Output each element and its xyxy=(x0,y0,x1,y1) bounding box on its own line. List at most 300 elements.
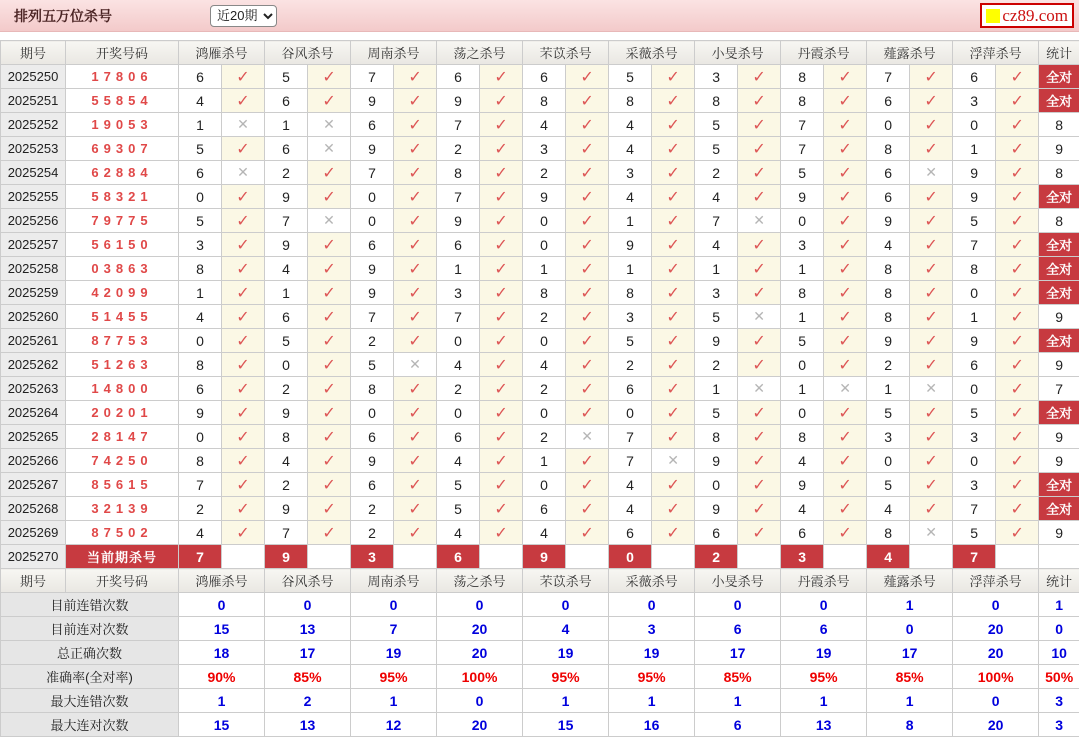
kill-number: 8 xyxy=(179,257,222,281)
check-icon: ✓ xyxy=(738,497,781,521)
summary-stat-value: 0 xyxy=(1039,617,1079,641)
check-icon: ✓ xyxy=(652,497,695,521)
check-icon: ✓ xyxy=(996,305,1039,329)
current-kill-number: 7 xyxy=(953,545,996,569)
check-icon: ✓ xyxy=(566,377,609,401)
check-icon: ✓ xyxy=(308,185,351,209)
period-cell: 2025269 xyxy=(1,521,66,545)
empty-stat-cell xyxy=(1039,545,1079,569)
table-row xyxy=(1,329,1079,353)
kill-number: 1 xyxy=(265,281,308,305)
cross-icon: ✕ xyxy=(566,425,609,449)
table-row xyxy=(1,353,1079,377)
summary-value: 100% xyxy=(437,665,523,689)
check-icon: ✓ xyxy=(394,377,437,401)
stat-cell: 9 xyxy=(1039,305,1079,329)
check-icon: ✓ xyxy=(308,521,351,545)
summary-value: 85% xyxy=(265,665,351,689)
kill-number: 0 xyxy=(781,353,824,377)
check-icon: ✓ xyxy=(480,233,523,257)
kill-number: 1 xyxy=(179,113,222,137)
kill-number: 9 xyxy=(351,137,394,161)
check-icon: ✓ xyxy=(996,377,1039,401)
kill-number: 2 xyxy=(351,329,394,353)
period-cell: 2025265 xyxy=(1,425,66,449)
kill-number: 8 xyxy=(695,425,738,449)
kill-number: 4 xyxy=(609,473,652,497)
check-icon: ✓ xyxy=(308,305,351,329)
col-header-expert-2: 谷风杀号 xyxy=(265,569,351,593)
check-icon: ✓ xyxy=(738,425,781,449)
check-icon: ✓ xyxy=(480,425,523,449)
kill-number: 2 xyxy=(523,161,566,185)
cross-icon: ✕ xyxy=(824,377,867,401)
kill-number: 4 xyxy=(695,185,738,209)
check-icon: ✓ xyxy=(824,473,867,497)
kill-number: 7 xyxy=(781,137,824,161)
summary-value: 19 xyxy=(609,641,695,665)
period-cell: 2025254 xyxy=(1,161,66,185)
empty-mark-cell xyxy=(824,545,867,569)
kill-number: 4 xyxy=(609,137,652,161)
table-row xyxy=(1,473,1079,497)
cross-icon: ✕ xyxy=(910,377,953,401)
kill-number: 1 xyxy=(523,257,566,281)
kill-number: 4 xyxy=(179,305,222,329)
kill-number-table xyxy=(0,40,1079,737)
col-header-expert-4: 荡之杀号 xyxy=(437,569,523,593)
check-icon: ✓ xyxy=(480,161,523,185)
check-icon: ✓ xyxy=(394,401,437,425)
winning-numbers: 51263 xyxy=(66,353,179,377)
check-icon: ✓ xyxy=(394,113,437,137)
summary-value: 17 xyxy=(265,641,351,665)
kill-number: 8 xyxy=(781,89,824,113)
kill-number: 4 xyxy=(437,449,480,473)
summary-value: 1 xyxy=(609,689,695,713)
winning-numbers: 19053 xyxy=(66,113,179,137)
kill-number: 6 xyxy=(179,65,222,89)
check-icon: ✓ xyxy=(480,185,523,209)
kill-number: 2 xyxy=(695,161,738,185)
kill-number: 9 xyxy=(351,281,394,305)
kill-number: 0 xyxy=(953,377,996,401)
summary-value: 1 xyxy=(695,689,781,713)
kill-number: 4 xyxy=(867,233,910,257)
kill-number: 1 xyxy=(523,449,566,473)
kill-number: 9 xyxy=(351,89,394,113)
kill-number: 9 xyxy=(781,473,824,497)
winning-numbers: 85615 xyxy=(66,473,179,497)
kill-number: 0 xyxy=(953,449,996,473)
kill-number: 0 xyxy=(437,329,480,353)
kill-number: 0 xyxy=(265,353,308,377)
period-range-select[interactable] xyxy=(210,5,277,27)
cross-icon: ✕ xyxy=(738,209,781,233)
kill-number: 4 xyxy=(179,521,222,545)
check-icon: ✓ xyxy=(566,65,609,89)
kill-number: 6 xyxy=(351,113,394,137)
check-icon: ✓ xyxy=(394,329,437,353)
cross-icon: ✕ xyxy=(222,113,265,137)
summary-value: 7 xyxy=(351,617,437,641)
summary-label: 总正确次数 xyxy=(1,641,179,665)
table-row xyxy=(1,113,1079,137)
check-icon: ✓ xyxy=(910,281,953,305)
check-icon: ✓ xyxy=(996,65,1039,89)
check-icon: ✓ xyxy=(824,401,867,425)
kill-number: 3 xyxy=(953,425,996,449)
cross-icon: ✕ xyxy=(738,377,781,401)
check-icon: ✓ xyxy=(652,209,695,233)
kill-number: 8 xyxy=(953,257,996,281)
kill-number: 2 xyxy=(351,521,394,545)
kill-number: 5 xyxy=(179,137,222,161)
check-icon: ✓ xyxy=(996,209,1039,233)
empty-mark-cell xyxy=(480,545,523,569)
cross-icon: ✕ xyxy=(308,209,351,233)
kill-number: 9 xyxy=(265,185,308,209)
kill-number: 9 xyxy=(265,233,308,257)
kill-number: 5 xyxy=(867,401,910,425)
cross-icon: ✕ xyxy=(308,113,351,137)
kill-number: 4 xyxy=(523,521,566,545)
kill-number: 3 xyxy=(437,281,480,305)
kill-number: 5 xyxy=(953,209,996,233)
stat-cell: 8 xyxy=(1039,113,1079,137)
check-icon: ✓ xyxy=(910,473,953,497)
kill-number: 9 xyxy=(953,185,996,209)
period-cell: 2025258 xyxy=(1,257,66,281)
check-icon: ✓ xyxy=(738,113,781,137)
winning-numbers: 14800 xyxy=(66,377,179,401)
winning-numbers: 03863 xyxy=(66,257,179,281)
col-header-expert-6: 采薇杀号 xyxy=(609,569,695,593)
kill-number: 8 xyxy=(523,89,566,113)
kill-number: 0 xyxy=(867,449,910,473)
col-header-expert-5: 芣苡杀号 xyxy=(523,41,609,65)
summary-value: 20 xyxy=(953,641,1039,665)
current-period-row xyxy=(1,545,1079,569)
winning-numbers: 42099 xyxy=(66,281,179,305)
kill-number: 2 xyxy=(265,473,308,497)
kill-number: 5 xyxy=(781,161,824,185)
check-icon: ✓ xyxy=(996,161,1039,185)
check-icon: ✓ xyxy=(652,185,695,209)
kill-number: 5 xyxy=(953,521,996,545)
winning-numbers: 58321 xyxy=(66,185,179,209)
kill-number: 3 xyxy=(179,233,222,257)
empty-mark-cell xyxy=(910,545,953,569)
summary-label: 目前连错次数 xyxy=(1,593,179,617)
check-icon: ✓ xyxy=(996,401,1039,425)
kill-number: 7 xyxy=(437,113,480,137)
table-row xyxy=(1,161,1079,185)
kill-number: 9 xyxy=(437,209,480,233)
col-header-expert-1: 鸿雁杀号 xyxy=(179,41,265,65)
check-icon: ✓ xyxy=(222,521,265,545)
check-icon: ✓ xyxy=(480,521,523,545)
kill-number: 2 xyxy=(523,425,566,449)
kill-number: 6 xyxy=(179,161,222,185)
col-header-stat: 统计 xyxy=(1039,41,1079,65)
check-icon: ✓ xyxy=(480,473,523,497)
col-header-expert-1: 鸿雁杀号 xyxy=(179,569,265,593)
kill-number: 7 xyxy=(351,65,394,89)
period-cell: 2025262 xyxy=(1,353,66,377)
kill-number: 0 xyxy=(523,473,566,497)
check-icon: ✓ xyxy=(824,449,867,473)
kill-number: 4 xyxy=(867,497,910,521)
check-icon: ✓ xyxy=(996,137,1039,161)
period-cell: 2025251 xyxy=(1,89,66,113)
table-row xyxy=(1,137,1079,161)
check-icon: ✓ xyxy=(824,305,867,329)
header-row xyxy=(1,41,1079,65)
stat-cell: 全对 xyxy=(1039,473,1079,497)
kill-number: 9 xyxy=(781,185,824,209)
check-icon: ✓ xyxy=(910,233,953,257)
logo-text: cz89.com xyxy=(1002,6,1068,26)
winning-numbers: 87753 xyxy=(66,329,179,353)
col-header-expert-7: 小旻杀号 xyxy=(695,41,781,65)
check-icon: ✓ xyxy=(394,257,437,281)
check-icon: ✓ xyxy=(996,497,1039,521)
check-icon: ✓ xyxy=(824,137,867,161)
col-header-numbers: 开奖号码 xyxy=(66,569,179,593)
col-header-expert-4: 荡之杀号 xyxy=(437,41,523,65)
kill-number: 2 xyxy=(351,497,394,521)
kill-number: 5 xyxy=(437,473,480,497)
current-kill-number: 0 xyxy=(609,545,652,569)
kill-number: 8 xyxy=(523,281,566,305)
stat-cell: 全对 xyxy=(1039,89,1079,113)
kill-number: 9 xyxy=(867,209,910,233)
kill-number: 4 xyxy=(265,257,308,281)
kill-number: 4 xyxy=(437,521,480,545)
stat-cell: 全对 xyxy=(1039,497,1079,521)
check-icon: ✓ xyxy=(394,305,437,329)
check-icon: ✓ xyxy=(308,233,351,257)
kill-number: 5 xyxy=(179,209,222,233)
summary-stat-value: 50% xyxy=(1039,665,1079,689)
kill-number: 5 xyxy=(953,401,996,425)
stat-cell: 全对 xyxy=(1039,233,1079,257)
check-icon: ✓ xyxy=(996,113,1039,137)
current-kill-number: 9 xyxy=(265,545,308,569)
check-icon: ✓ xyxy=(910,353,953,377)
kill-number: 2 xyxy=(437,377,480,401)
kill-number: 0 xyxy=(179,185,222,209)
check-icon: ✓ xyxy=(824,185,867,209)
check-icon: ✓ xyxy=(480,329,523,353)
kill-number: 6 xyxy=(953,65,996,89)
kill-number: 5 xyxy=(867,473,910,497)
summary-value: 1 xyxy=(867,593,953,617)
check-icon: ✓ xyxy=(222,353,265,377)
check-icon: ✓ xyxy=(566,521,609,545)
summary-value: 6 xyxy=(695,617,781,641)
period-cell: 2025264 xyxy=(1,401,66,425)
summary-value: 19 xyxy=(523,641,609,665)
summary-value: 20 xyxy=(437,713,523,737)
summary-value: 6 xyxy=(781,617,867,641)
kill-number: 8 xyxy=(781,425,824,449)
check-icon: ✓ xyxy=(394,281,437,305)
period-cell: 2025250 xyxy=(1,65,66,89)
kill-number: 7 xyxy=(437,185,480,209)
kill-number: 6 xyxy=(437,233,480,257)
site-logo xyxy=(980,3,1074,28)
empty-mark-cell xyxy=(394,545,437,569)
summary-row xyxy=(1,641,1079,665)
table-row xyxy=(1,185,1079,209)
stat-cell: 8 xyxy=(1039,161,1079,185)
table-row xyxy=(1,257,1079,281)
kill-number: 4 xyxy=(179,89,222,113)
period-cell: 2025261 xyxy=(1,329,66,353)
kill-number: 1 xyxy=(437,257,480,281)
kill-number: 3 xyxy=(953,89,996,113)
col-header-expert-6: 采薇杀号 xyxy=(609,41,695,65)
col-header-period: 期号 xyxy=(1,41,66,65)
kill-number: 6 xyxy=(867,89,910,113)
check-icon: ✓ xyxy=(394,137,437,161)
check-icon: ✓ xyxy=(394,65,437,89)
kill-number: 7 xyxy=(437,305,480,329)
kill-number: 8 xyxy=(609,281,652,305)
kill-number: 0 xyxy=(437,401,480,425)
kill-number: 5 xyxy=(695,305,738,329)
kill-number: 0 xyxy=(351,185,394,209)
summary-value: 0 xyxy=(953,593,1039,617)
winning-numbers: 87502 xyxy=(66,521,179,545)
check-icon: ✓ xyxy=(222,305,265,329)
stat-cell: 8 xyxy=(1039,209,1079,233)
kill-number: 9 xyxy=(695,449,738,473)
current-kill-number: 3 xyxy=(351,545,394,569)
period-cell: 2025267 xyxy=(1,473,66,497)
check-icon: ✓ xyxy=(738,353,781,377)
check-icon: ✓ xyxy=(824,521,867,545)
check-icon: ✓ xyxy=(394,449,437,473)
kill-number: 0 xyxy=(781,401,824,425)
kill-number: 9 xyxy=(695,329,738,353)
kill-number: 6 xyxy=(781,521,824,545)
summary-value: 13 xyxy=(265,713,351,737)
check-icon: ✓ xyxy=(222,449,265,473)
cross-icon: ✕ xyxy=(394,353,437,377)
check-icon: ✓ xyxy=(824,497,867,521)
check-icon: ✓ xyxy=(910,449,953,473)
check-icon: ✓ xyxy=(910,185,953,209)
check-icon: ✓ xyxy=(308,89,351,113)
cross-icon: ✕ xyxy=(738,305,781,329)
period-cell: 2025268 xyxy=(1,497,66,521)
kill-number: 6 xyxy=(179,377,222,401)
check-icon: ✓ xyxy=(480,449,523,473)
check-icon: ✓ xyxy=(480,353,523,377)
check-icon: ✓ xyxy=(566,257,609,281)
table-row xyxy=(1,497,1079,521)
kill-number: 6 xyxy=(695,521,738,545)
check-icon: ✓ xyxy=(652,233,695,257)
check-icon: ✓ xyxy=(222,377,265,401)
empty-mark-cell xyxy=(222,545,265,569)
winning-numbers: 62884 xyxy=(66,161,179,185)
kill-number: 0 xyxy=(351,401,394,425)
kill-number: 7 xyxy=(351,161,394,185)
check-icon: ✓ xyxy=(480,401,523,425)
summary-value: 4 xyxy=(523,617,609,641)
table-row xyxy=(1,65,1079,89)
kill-number: 6 xyxy=(351,425,394,449)
kill-number: 5 xyxy=(695,137,738,161)
kill-number: 5 xyxy=(781,329,824,353)
check-icon: ✓ xyxy=(566,401,609,425)
period-cell: 2025270 xyxy=(1,545,66,569)
check-icon: ✓ xyxy=(566,473,609,497)
winning-numbers: 17806 xyxy=(66,65,179,89)
col-header-numbers: 开奖号码 xyxy=(66,41,179,65)
summary-value: 0 xyxy=(781,593,867,617)
check-icon: ✓ xyxy=(308,65,351,89)
col-header-expert-3: 周南杀号 xyxy=(351,41,437,65)
check-icon: ✓ xyxy=(222,65,265,89)
kill-number: 4 xyxy=(265,449,308,473)
period-cell: 2025253 xyxy=(1,137,66,161)
kill-number: 8 xyxy=(695,89,738,113)
kill-number: 8 xyxy=(437,161,480,185)
check-icon: ✓ xyxy=(652,89,695,113)
current-period-label: 当前期杀号 xyxy=(66,545,179,569)
current-kill-number: 7 xyxy=(179,545,222,569)
check-icon: ✓ xyxy=(480,377,523,401)
kill-number: 4 xyxy=(523,113,566,137)
summary-row xyxy=(1,593,1079,617)
summary-value: 18 xyxy=(179,641,265,665)
period-cell: 2025266 xyxy=(1,449,66,473)
kill-number: 5 xyxy=(695,113,738,137)
summary-value: 15 xyxy=(179,617,265,641)
check-icon: ✓ xyxy=(996,89,1039,113)
check-icon: ✓ xyxy=(652,281,695,305)
summary-value: 95% xyxy=(523,665,609,689)
col-header-period: 期号 xyxy=(1,569,66,593)
kill-number: 7 xyxy=(351,305,394,329)
col-header-stat: 统计 xyxy=(1039,569,1079,593)
check-icon: ✓ xyxy=(738,257,781,281)
summary-value: 19 xyxy=(781,641,867,665)
kill-number: 0 xyxy=(523,329,566,353)
kill-number: 8 xyxy=(867,521,910,545)
summary-value: 85% xyxy=(695,665,781,689)
kill-number: 9 xyxy=(351,449,394,473)
check-icon: ✓ xyxy=(824,281,867,305)
kill-number: 2 xyxy=(695,353,738,377)
kill-number: 8 xyxy=(609,89,652,113)
check-icon: ✓ xyxy=(738,185,781,209)
check-icon: ✓ xyxy=(222,233,265,257)
check-icon: ✓ xyxy=(566,137,609,161)
summary-stat-value: 10 xyxy=(1039,641,1079,665)
check-icon: ✓ xyxy=(996,257,1039,281)
kill-number: 0 xyxy=(953,113,996,137)
summary-value: 3 xyxy=(609,617,695,641)
check-icon: ✓ xyxy=(910,137,953,161)
kill-number: 5 xyxy=(609,65,652,89)
summary-value: 85% xyxy=(867,665,953,689)
